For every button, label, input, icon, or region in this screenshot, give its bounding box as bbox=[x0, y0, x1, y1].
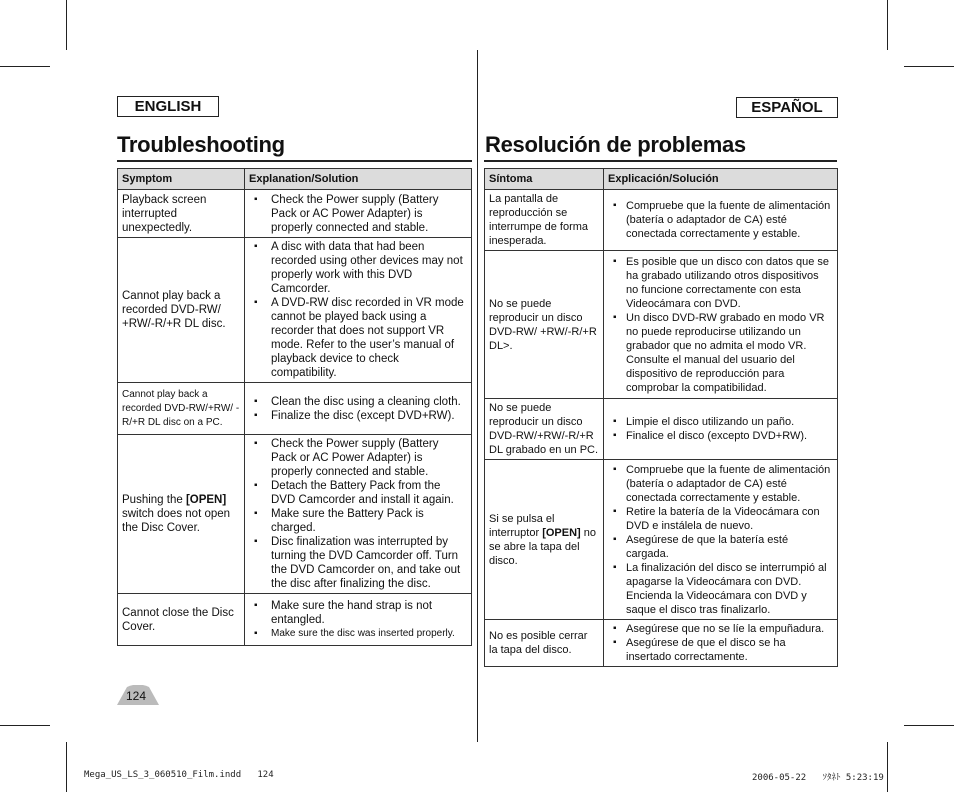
crop-mark bbox=[66, 0, 67, 50]
solution-list bbox=[249, 599, 467, 641]
symptom-cell bbox=[485, 460, 604, 620]
solution-item: ▪ Make sure the hand strap is not entangled. bbox=[249, 599, 467, 627]
solution-cell bbox=[245, 238, 472, 383]
solution-item: ▪ Retire la batería de la Videocámara con DVD e instálela de nuevo. bbox=[608, 505, 833, 533]
crop-mark bbox=[904, 725, 954, 726]
solution-item: ▪ Finalice el disco (excepto DVD+RW). bbox=[608, 429, 833, 443]
header-symptom: Symptom bbox=[118, 169, 245, 190]
solution-list bbox=[608, 415, 833, 443]
symptom-cell: Cannot close the Disc Cover. bbox=[118, 594, 245, 646]
symptom-cell: Playback screen interrupted unexpectedly. bbox=[118, 190, 245, 238]
solution-cell bbox=[604, 399, 838, 460]
solution-cell bbox=[604, 460, 838, 620]
solution-item: ▪ Check the Power supply (Battery Pack or AC Power Adapter) is properly connected and stable. bbox=[249, 437, 467, 479]
footer-timestamp: 2006-05-22 ｿﾀﾈﾄ 5:23:19 bbox=[752, 773, 884, 783]
solution-cell bbox=[604, 251, 838, 399]
solution-cell bbox=[604, 620, 838, 667]
crop-mark bbox=[887, 742, 888, 792]
table-row bbox=[485, 620, 838, 667]
solution-item: ▪ A disc with data that had been recorded using other devices may not properly work with this DVD Camcorder. bbox=[249, 240, 467, 296]
solution-item: ▪ Compruebe que la fuente de alimentación (batería o adaptador de CA) esté conectada correctamente y estable. bbox=[608, 463, 833, 505]
center-divider bbox=[477, 50, 478, 742]
symptom-text: Pushing the bbox=[122, 494, 186, 506]
open-switch-label: [OPEN] bbox=[542, 526, 581, 539]
solution-list bbox=[608, 199, 833, 241]
solution-cell bbox=[245, 435, 472, 594]
solution-item: ▪ Clean the disc using a cleaning cloth. bbox=[249, 395, 467, 409]
solution-item: ▪ Asegúrese de que la batería esté cargada. bbox=[608, 533, 833, 561]
solution-list bbox=[249, 437, 467, 591]
english-label: ENGLISH bbox=[117, 96, 219, 117]
solution-item: ▪ Es posible que un disco con datos que se ha grabado utilizando otros dispositivos no funcione correctamente con esta Videocámara con DVD. bbox=[608, 255, 833, 311]
header-solution: Explicación/Solución bbox=[604, 169, 838, 190]
solution-list bbox=[249, 240, 467, 380]
solution-list bbox=[249, 193, 467, 235]
table-row bbox=[485, 399, 838, 460]
table-row bbox=[485, 190, 838, 251]
solution-item: ▪ Un disco DVD-RW grabado en modo VR no puede reproducirse utilizando un grabador que no admita el modo VR. Consulte el manual del usuario del dispositivo de reproducción para comprobar la compatibilidad. bbox=[608, 311, 833, 395]
solution-cell bbox=[604, 190, 838, 251]
symptom-cell: No se puede reproducir un disco DVD-RW/+RW/-R/+R DL grabado en un PC. bbox=[485, 399, 604, 460]
solution-item: ▪ Limpie el disco utilizando un paño. bbox=[608, 415, 833, 429]
table-row bbox=[485, 460, 838, 620]
symptom-cell: No se puede reproducir un disco DVD-RW/ +RW/-R/+R DL>. bbox=[485, 251, 604, 399]
symptom-text: Si se pulsa el interruptor bbox=[489, 512, 555, 539]
open-switch-label: [OPEN] bbox=[185, 494, 227, 506]
solution-item: ▪ A DVD-RW disc recorded in VR mode cannot be played back using a recorder that does not support VR mode. Refer to the user’s manual of playback device to check compatibility. bbox=[249, 296, 467, 380]
crop-mark bbox=[904, 66, 954, 67]
solution-list bbox=[608, 622, 833, 664]
crop-mark bbox=[0, 66, 50, 67]
solution-cell bbox=[245, 383, 472, 435]
crop-mark bbox=[66, 742, 67, 792]
solution-cell bbox=[245, 190, 472, 238]
table-row bbox=[118, 594, 472, 646]
solution-item: ▪ Detach the Battery Pack from the DVD Camcorder and install it again. bbox=[249, 479, 467, 507]
espanol-label: ESPAÑOL bbox=[736, 97, 838, 118]
espanol-title: Resolución de problemas bbox=[485, 132, 746, 157]
english-title: Troubleshooting bbox=[117, 132, 285, 157]
symptom-text: no se abre la tapa del disco. bbox=[489, 526, 596, 567]
symptom-cell: Cannot play back a recorded DVD-RW/ +RW/-R/+R DL disc. bbox=[118, 238, 245, 383]
solution-item: ▪ Compruebe que la fuente de alimentación (batería o adaptador de CA) esté conectada correctamente y estable. bbox=[608, 199, 833, 241]
header-solution: Explanation/Solution bbox=[245, 169, 472, 190]
table-row bbox=[118, 238, 472, 383]
symptom-cell bbox=[118, 435, 245, 594]
crop-mark bbox=[887, 0, 888, 50]
solution-list bbox=[249, 395, 467, 423]
symptom-text: switch does not open the Disc Cover. bbox=[122, 508, 231, 534]
espanol-title-rule bbox=[484, 160, 837, 162]
symptom-cell: Cannot play back a recorded DVD-RW/+RW/ -R/+R DL disc on a PC. bbox=[118, 383, 245, 435]
crop-mark bbox=[0, 725, 50, 726]
symptom-cell: La pantalla de reproducción se interrumpe de forma inesperada. bbox=[485, 190, 604, 251]
table-row bbox=[118, 190, 472, 238]
english-title-rule bbox=[117, 160, 472, 162]
solution-item: ▪ Disc finalization was interrupted by turning the DVD Camcorder off. Turn the DVD Camcorder on, and take out the disc after finalizing the disc. bbox=[249, 535, 467, 591]
header-symptom: Síntoma bbox=[485, 169, 604, 190]
solution-cell bbox=[245, 594, 472, 646]
solution-item: ▪ Asegúrese de que el disco se ha insertado correctamente. bbox=[608, 636, 833, 664]
solution-list bbox=[608, 463, 833, 617]
solution-item: ▪ Check the Power supply (Battery Pack or AC Power Adapter) is properly connected and stable. bbox=[249, 193, 467, 235]
espanol-troubleshooting-table bbox=[484, 168, 838, 667]
symptom-cell: No es posible cerrar la tapa del disco. bbox=[485, 620, 604, 667]
solution-item: ▪ Make sure the Battery Pack is charged. bbox=[249, 507, 467, 535]
solution-item: ▪ Asegúrese que no se líe la empuñadura. bbox=[608, 622, 833, 636]
solution-list bbox=[608, 255, 833, 395]
solution-item: ▪ La finalización del disco se interrumpió al apagarse la Videocámara con DVD. Encienda la Videocámara con DVD y saque el disco tras finalizarlo. bbox=[608, 561, 833, 617]
page-number: 124 bbox=[126, 689, 147, 703]
table-row bbox=[118, 435, 472, 594]
table-row bbox=[485, 251, 838, 399]
footer-file-info: Mega_US_LS_3_060510_Film.indd 124 bbox=[84, 770, 274, 780]
english-troubleshooting-table bbox=[117, 168, 472, 646]
solution-item: ▪ Finalize the disc (except DVD+RW). bbox=[249, 409, 467, 423]
table-row bbox=[118, 383, 472, 435]
solution-item: ▪ Make sure the disc was inserted properly. bbox=[249, 627, 467, 641]
